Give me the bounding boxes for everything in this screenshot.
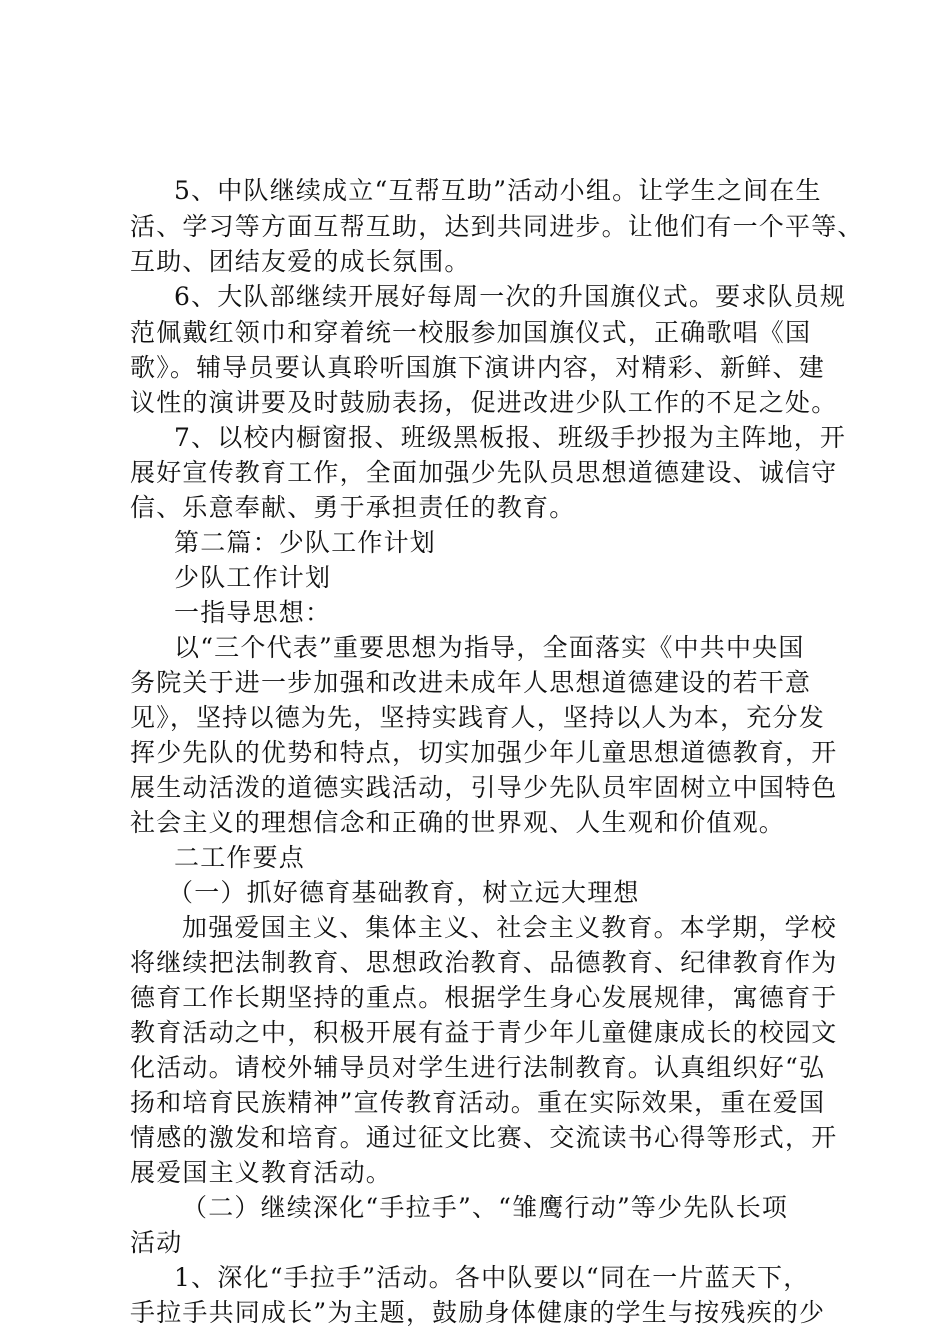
text-line: 互助、团结友爱的成长氛围。 [130, 247, 471, 276]
subsection-heading: （一）抓好德育基础教育，树立远大理想 [168, 878, 640, 907]
section-subtitle: 少队工作计划 [174, 563, 332, 592]
text-line: 教育活动之中，积极开展有益于青少年儿童健康成长的校园文 [130, 1018, 838, 1047]
text-line: 议性的演讲要及时鼓励表扬，促进改进少队工作的不足之处。 [130, 388, 838, 417]
text-line: 加强爱国主义、集体主义、社会主义教育。本学期，学校 [182, 913, 838, 942]
text-line: 6、大队部继续开展好每周一次的升国旗仪式。要求队员规 [174, 282, 847, 311]
text-line: 1、深化“手拉手”活动。各中队要以“同在一片蓝天下， [174, 1263, 810, 1292]
text-line: 7、以校内橱窗报、班级黑板报、班级手抄报为主阵地，开 [174, 423, 847, 452]
text-line: 将继续把法制教育、思想政治教育、品德教育、纪律教育作为 [130, 948, 838, 977]
text-line: 5、中队继续成立“互帮互助”活动小组。让学生之间在生 [174, 176, 822, 205]
text-line: 以“三个代表”重要思想为指导，全面落实《中共中央国 [174, 633, 805, 662]
text-line: 范佩戴红领巾和穿着统一校服参加国旗仪式，正确歌唱《国 [130, 318, 812, 347]
text-line: 信、乐意奉献、勇于承担责任的教育。 [130, 493, 576, 522]
text-line: 社会主义的理想信念和正确的世界观、人生观和价值观。 [130, 808, 786, 837]
text-line: 歌》。辅导员要认真聆听国旗下演讲内容，对精彩、新鲜、建 [130, 353, 825, 382]
text-line: 见》，坚持以德为先，坚持实践育人，坚持以人为本，充分发 [130, 703, 825, 732]
text-line: 挥少先队的优势和特点，切实加强少年儿童思想道德教育，开 [130, 738, 838, 767]
text-line: 德育工作长期坚持的重点。根据学生身心发展规律，寓德育于 [130, 983, 838, 1012]
section-heading: 一指导思想： [174, 598, 332, 627]
text-line: 展生动活泼的道德实践活动，引导少先队员牢固树立中国特色 [130, 773, 838, 802]
text-line: 扬和培育民族精神”宣传教育活动。重在实际效果，重在爱国 [130, 1088, 826, 1117]
section-heading: 二工作要点 [174, 843, 306, 872]
text-line: 展好宣传教育工作，全面加强少先队员思想道德建设、诚信守 [130, 458, 838, 487]
text-line: 化活动。请校外辅导员对学生进行法制教育。认真组织好“弘 [130, 1053, 826, 1082]
text-line: 务院关于进一步加强和改进未成年人思想道德建设的若干意 [130, 668, 812, 697]
text-line: 活、学习等方面互帮互助，达到共同进步。让他们有一个平等、 [130, 212, 864, 241]
section-heading: 第二篇：少队工作计划 [174, 528, 437, 557]
text-line: 展爱国主义教育活动。 [130, 1158, 393, 1187]
text-line: 活动 [130, 1228, 183, 1257]
subsection-heading: （二）继续深化“手拉手”、“雏鹰行动”等少先队长项 [182, 1193, 789, 1222]
text-line: 手拉手共同成长”为主题，鼓励身体健康的学生与按残疾的少 [130, 1298, 826, 1327]
text-line: 情感的激发和培育。通过征文比赛、交流读书心得等形式，开 [130, 1123, 838, 1152]
